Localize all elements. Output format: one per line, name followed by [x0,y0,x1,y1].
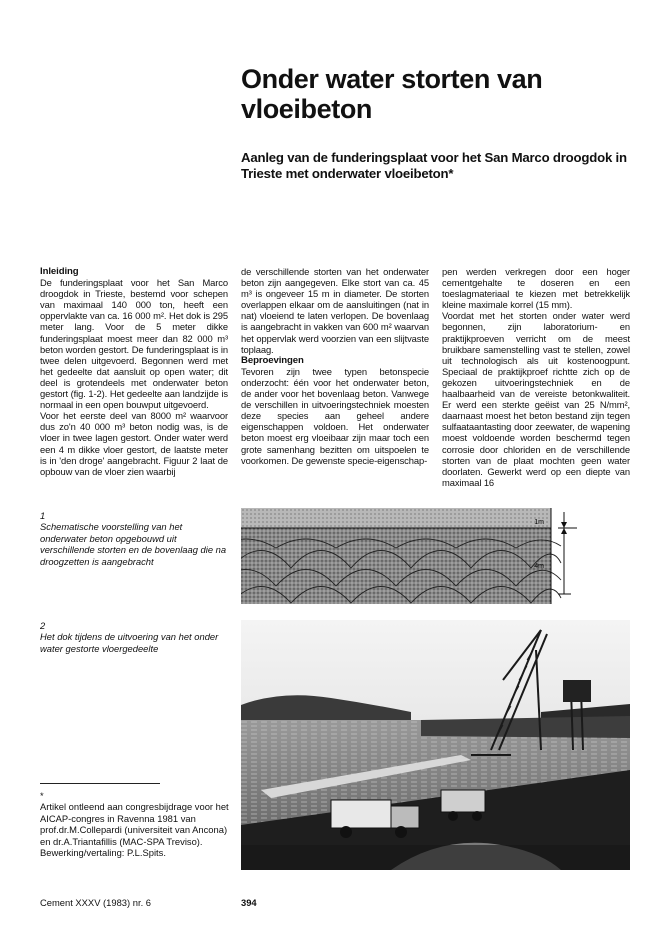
article-subtitle: Aanleg van de funderingsplaat voor het San Marco droogdok in Trieste met onderwater vloeibeton* [241,150,627,181]
footnote [40,790,240,858]
paragraph: Voordat met het storten onder water werd begonnen, zijn laboratorium- en praktijkproeven verricht om de meest bruikbare samenstelling vast te stellen, zowel uit technologisch als uit kostenoogpunt. Speciaal de praktijkproef richtte zich op de gekozen uitvoeringstechniek en de haalbaarheid van de vereiste betonkwaliteit. Er werd een sterkte geëist van 25 N/mm², daarnaast moest het beton bestand zijn tegen sulfaataantasting door zeewater, de wapening moest voldoende worden beschermd tegen corrosie door chloriden en de verschillende storten van de plaat mochten geen water doorlaten. Gewerkt werd op een diepte van maximaal 16 [442,310,630,488]
article-title: Onder water storten van vloeibeton [241,64,543,124]
truck-cab [391,806,419,828]
figure-2-caption [40,620,230,654]
caption-text: Het dok tijdens de uitvoering van het onder water gestorte vloergedeelte [40,631,219,654]
truck-icon [441,790,485,812]
figure-number: 1 [40,510,46,521]
pour-layers-diagram [241,508,630,604]
section-heading-inleiding: Inleiding [40,266,79,277]
label-4m: 4m [534,563,544,570]
paragraph: Voor het eerste deel van 8000 m² waarvoor dus zo'n 40 000 m³ beton nodig was, is de vloer in twee lagen gestort. Onder water werd een 4 m dikke vloer gestort, de laatste meter is in 'den droge' aangebracht. Figuur 2 laat de opbouw van de vloer zien waarbij [40,410,228,477]
paragraph: de verschillende storten van het onderwater beton zijn aangegeven. Elke stort van ca. 45 m³ is ongeveer 15 m in diameter. De storten overlappen elkaar om de aansluitingen (nat in nat) vloeiend te laten verlopen. De bovenlaag is aangebracht in vakken van 600 m² waarvan het oppervlak werd voorzien van een slijtvaste toplaag. [241,266,429,355]
wheel-icon [395,826,407,838]
paragraph: De funderingsplaat voor het San Marco droogdok in Trieste, bestemd voor schepen van maximaal 140 000 ton, heeft een oppervlakte van ca. 16 000 m². Het dok is 295 meter lang. Voor de 5 meter dikke funderingsplaat moest meer dan 82 000 m³ beton worden gestort. De funderingsplaat is in twee delen uitgevoerd. Begonnen werd met het gedeelte dat aansluit op open water; dit deel is grotendeels met onderwater beton gestort (fig. 1-2). Het gedeelte aan landzijde is normaal in een open bouwput uitgevoerd. [40,277,228,411]
crane-cabin [563,680,591,702]
truck-icon [331,800,391,828]
figure-1-diagram [241,508,630,604]
journal-info: Cement XXXV (1983) nr. 6 [40,897,151,908]
wheel-icon [472,811,482,821]
text-column-2 [241,266,429,466]
section-heading-beproevingen: Beproevingen [241,354,304,366]
top-layer [241,508,551,528]
arrow-head-icon [561,528,567,534]
paragraph: Tevoren zijn twee typen betonspecie onderzocht: één voor het onderwater beton, de ander voor het bovenlaag beton. Vanwege de verschillen in uitvoeringstechniek moesten deze species aan geheel andere eigenschappen voldoen. Het onderwater beton moest erg vloeibaar zijn maar toch een grote samenhang bezitten om uitspoelen te voorkomen. De gewenste specie-eigenschap- [241,365,429,466]
paragraph: pen werden verkregen door een hoger cementgehalte te doseren en een toeslagmateriaal te kiezen met betrekkelijk kleine maximale korrel (15 mm). [442,266,630,311]
wheel-icon [340,826,352,838]
arrow-head-icon [561,522,567,528]
footnote-rule [40,783,160,784]
footnote-text: Artikel ontleend aan congresbijdrage voor het AICAP-congres in Ravenna 1981 van prof.dr.M.Collepardi (universiteit van Ancona) en dr.A.Triantafillis (MAC-SPA Treviso). Bewerking/vertaling: P.L.Spits. [40,801,229,859]
figure-2-photo [241,620,630,870]
figure-1-caption [40,510,230,567]
page-number: 394 [241,897,257,908]
dock-photo [241,620,630,870]
label-1m: 1m [534,519,544,526]
text-column-3 [442,266,630,488]
caption-text: Schematische voorstelling van het onderwater beton opgebouwd uit verschillende storten en de bovenlaag die na droogzetten is aangebracht [40,521,227,567]
text-column-1 [40,266,228,477]
footnote-marker: * [40,790,44,801]
wheel-icon [448,811,458,821]
foreground-shadow [241,845,630,870]
figure-number: 2 [40,620,46,631]
